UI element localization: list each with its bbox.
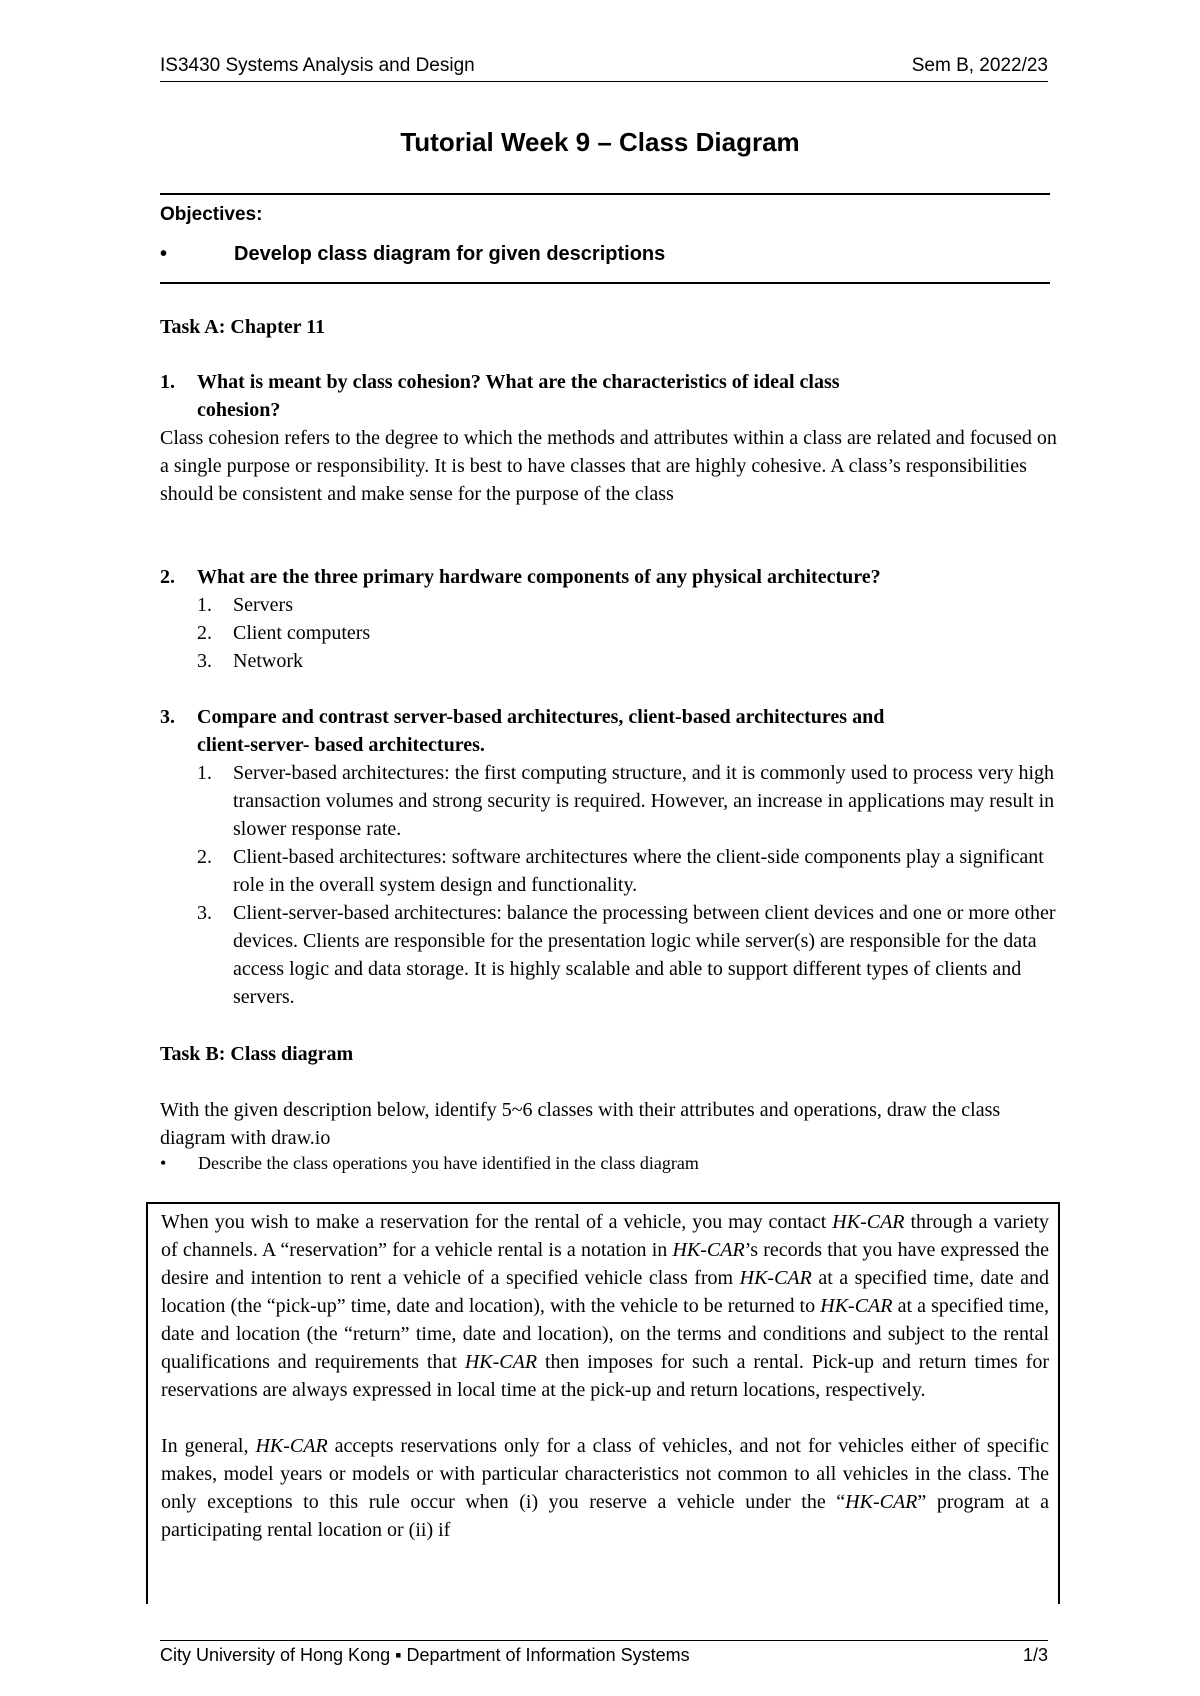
list-text: Server-based architectures: the first computing structure, and it is commonly used to process very high transaction volumes and strong security is required. However, an increase in applications may result in slower response rate.	[233, 762, 1055, 840]
brand-name: HK-CAR	[845, 1491, 918, 1513]
text-run: When you wish to make a reservation for the rental of a vehicle, you may contact	[161, 1211, 827, 1233]
question-text	[160, 731, 1060, 759]
question-line: What is meant by class cohesion? What are the characteristics of ideal class	[197, 371, 840, 393]
list-text: Servers	[233, 594, 293, 616]
bullet-text: Describe the class operations you have identified in the class diagram	[198, 1153, 699, 1173]
question-line: What are the three primary hardware components of any physical architecture?	[197, 566, 881, 588]
list-number: 1.	[197, 594, 212, 616]
list-item	[160, 843, 1060, 899]
objectives-heading: Objectives:	[160, 204, 263, 225]
list-number: 3.	[197, 650, 212, 672]
answer-list	[160, 591, 1060, 675]
list-text: Network	[233, 650, 303, 672]
text-run: at a specified time, date and location (the “return” time, date and location), on the terms and conditions and subject to the rental qualifications and requirements that	[161, 1295, 1050, 1373]
question-line: cohesion?	[197, 399, 281, 421]
question-line: Compare and contrast server-based architectures, client-based architectures and	[197, 706, 885, 728]
question-3	[160, 703, 1060, 1011]
objective-item: Develop class diagram for given descriptions	[234, 243, 666, 265]
list-item	[160, 591, 1060, 619]
footer-institution: City University of Hong Kong ▪ Department of Information Systems	[160, 1645, 690, 1665]
list-number: 3.	[197, 902, 212, 924]
list-number: 1.	[197, 762, 212, 784]
bullet-icon: •	[160, 243, 168, 265]
semester: Sem B, 2022/23	[911, 55, 1048, 76]
question-1	[160, 368, 1060, 508]
list-item	[160, 759, 1060, 843]
list-text: Client computers	[233, 622, 371, 644]
brand-name: HK-CAR	[255, 1435, 328, 1457]
text-run: then imposes for such a rental. Pick-up and return times for reservations are always expressed in local time at the pick-up and return locations, respectively.	[161, 1351, 1050, 1401]
list-item	[160, 619, 1060, 647]
description-paragraph	[161, 1208, 1049, 1404]
description-text	[161, 1208, 1049, 1572]
text-run: ” program at a participating rental location or (ii) if	[161, 1491, 1049, 1541]
page-number: 1/3	[1022, 1645, 1048, 1665]
list-text: Client-server-based architectures: balance the processing between client devices and one or more other devices. Clients are responsible for the presentation logic while server(s) are responsible for the data access logic and data storage. It is highly scalable and able to support different types of clients and servers.	[233, 902, 1056, 1008]
question-text	[160, 703, 1060, 731]
text-run: In general,	[161, 1435, 249, 1457]
question-2	[160, 563, 1060, 675]
brand-name: HK-CAR	[832, 1211, 905, 1233]
task-b-heading: Task B: Class diagram	[160, 1043, 354, 1065]
brand-name: HK-CAR	[672, 1239, 745, 1261]
brand-name: HK-CAR	[739, 1267, 812, 1289]
description-box	[146, 1202, 1060, 1604]
question-text	[160, 368, 1060, 396]
text-run: ’s records that you have expressed the desire and intention to rent a vehicle of a specified vehicle class from	[161, 1239, 1049, 1289]
answer-list	[160, 759, 1060, 1011]
question-text	[160, 563, 1060, 591]
list-item	[160, 647, 1060, 675]
question-number: 2.	[160, 566, 175, 588]
divider-top	[160, 193, 1050, 195]
page-title: Tutorial Week 9 – Class Diagram	[400, 127, 800, 157]
text-run: through a variety of channels. A “reservation” for a vehicle rental is a notation in	[161, 1211, 1050, 1261]
list-number: 2.	[197, 846, 212, 868]
bullet-icon: •	[160, 1153, 167, 1173]
description-paragraph	[161, 1432, 1049, 1544]
question-text	[160, 396, 1060, 424]
question-number: 1.	[160, 371, 175, 393]
task-b-intro: With the given description below, identify 5~6 classes with their attributes and operations, draw the class diagram with draw.io	[160, 1099, 1001, 1149]
brand-name: HK-CAR	[464, 1351, 538, 1373]
page-footer	[160, 1640, 1048, 1665]
list-text: Client-based architectures: software architectures where the client-side components play a significant role in the overall system design and functionality.	[233, 846, 1044, 896]
question-number: 3.	[160, 706, 175, 728]
list-number: 2.	[197, 622, 212, 644]
list-item	[160, 899, 1060, 1011]
text-run: accepts reservations only for a class of vehicles, and not for vehicles either of specific makes, model years or models or with particular characteristics not common to all vehicles in the class. The only exceptions to this rule occur when (i) you reserve a vehicle under the “	[161, 1435, 1050, 1513]
answer-text: Class cohesion refers to the degree to which the methods and attributes within a class are related and focused on a single purpose or responsibility. It is best to have classes that are highly cohesive. A class’s responsibilities should be consistent and make sense for the purpose of the class	[160, 427, 1057, 505]
question-line: client-server- based architectures.	[197, 734, 485, 756]
divider-bottom	[160, 282, 1050, 284]
task-a-heading: Task A: Chapter 11	[160, 316, 326, 338]
course-name: IS3430 Systems Analysis and Design	[160, 55, 475, 76]
page-header	[160, 55, 1048, 82]
text-run: at a specified time, date and location (the “pick-up” time, date and location), with the vehicle to be returned to	[161, 1267, 1050, 1317]
brand-name: HK-CAR	[820, 1295, 893, 1317]
